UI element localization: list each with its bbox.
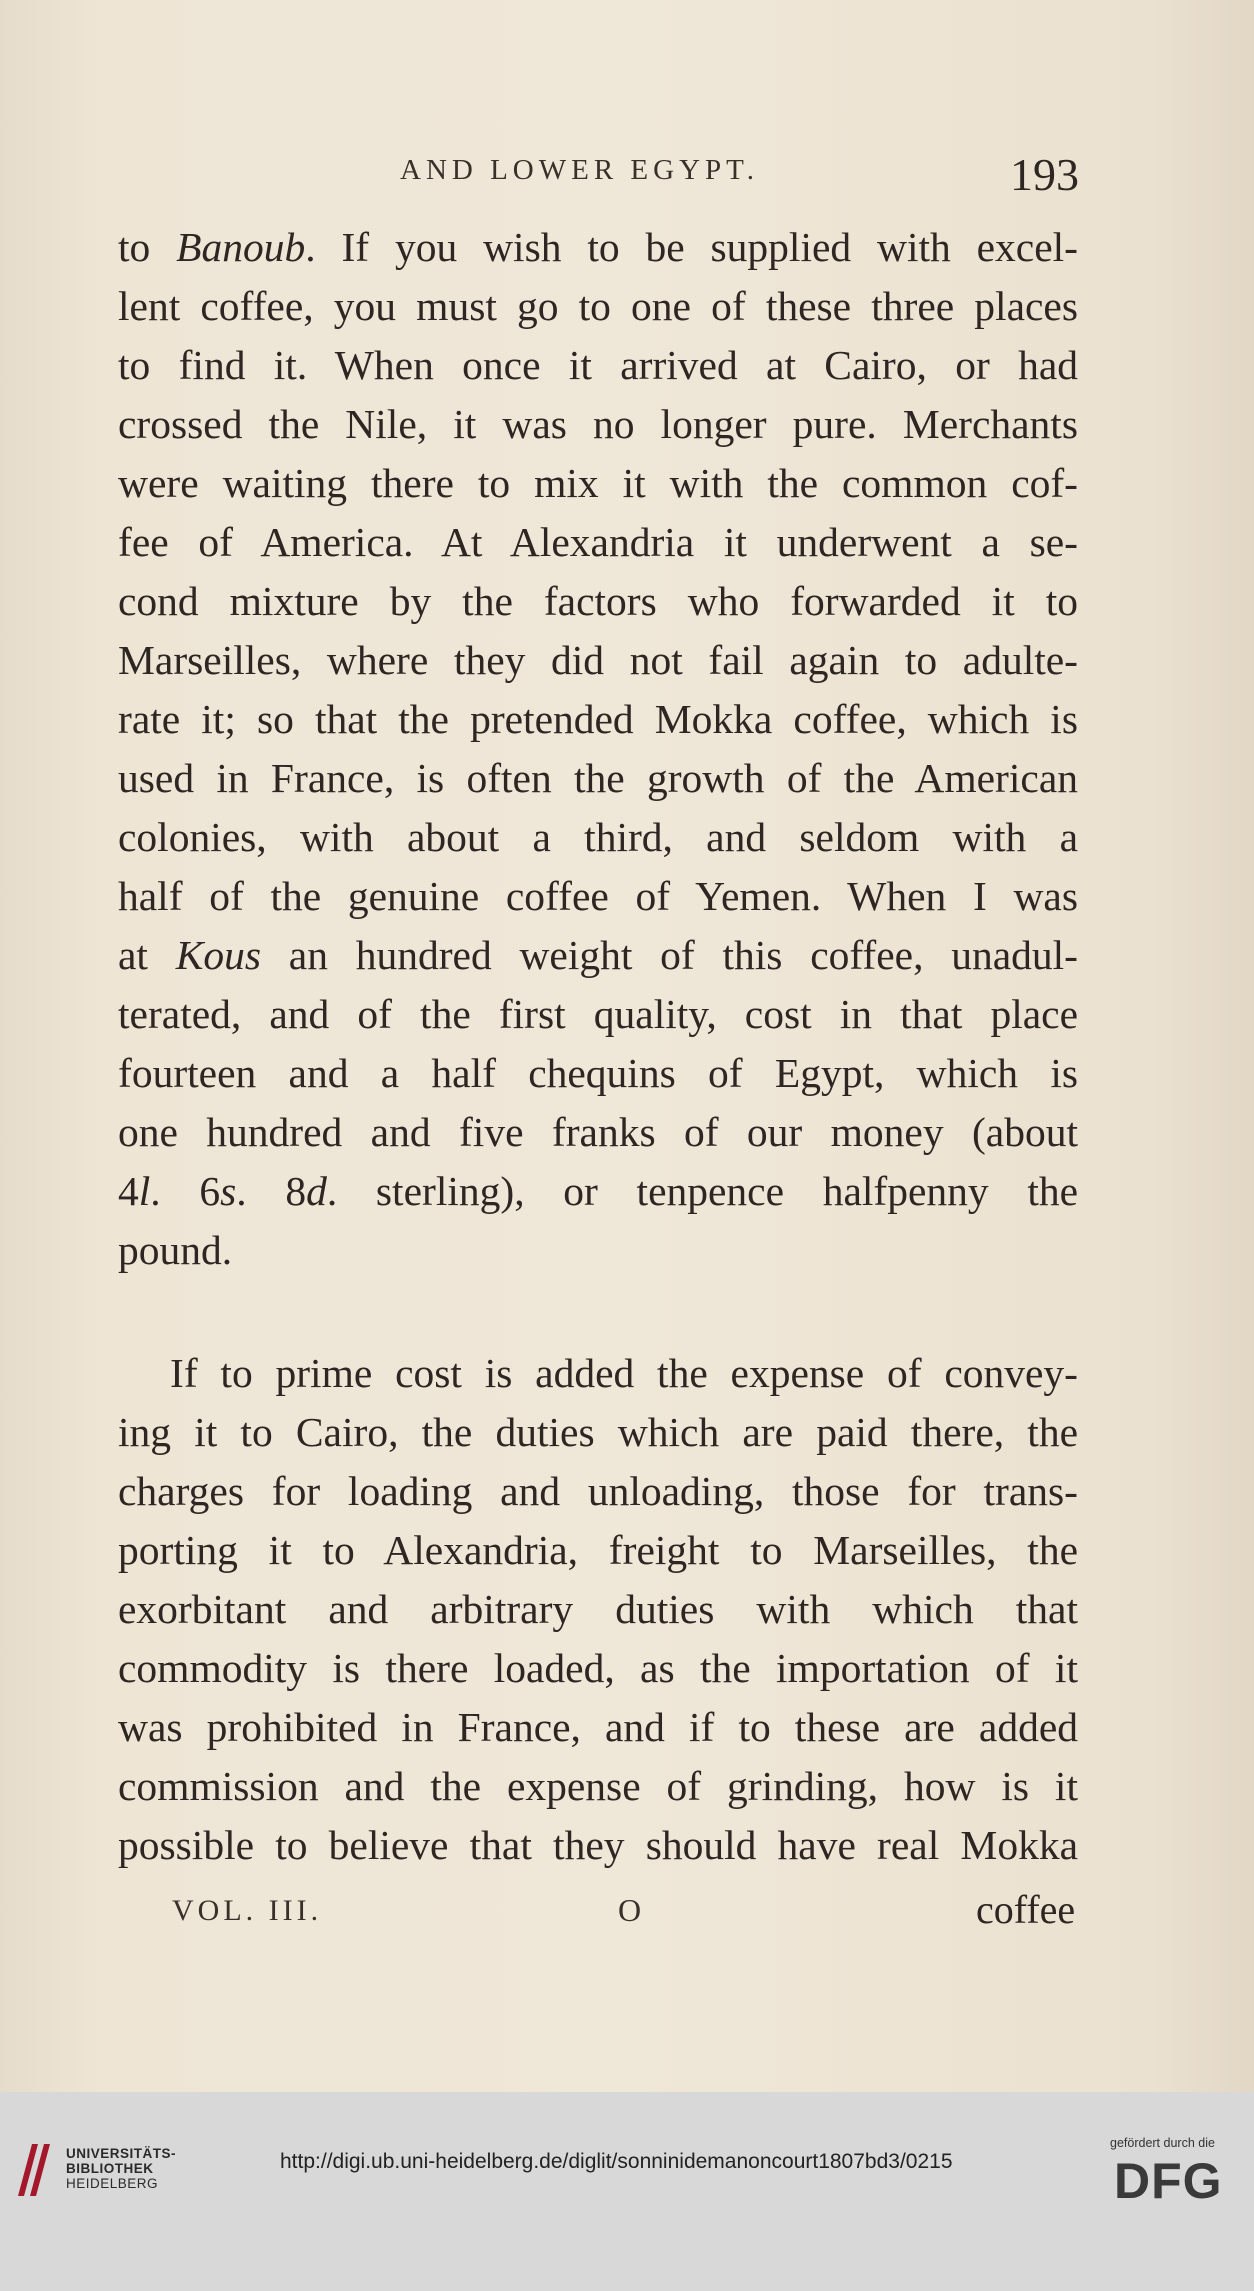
text-line: fee of America. At Alexandria it underwent a se- [118, 519, 1078, 565]
text-line: one hundred and five franks of our money (about [118, 1109, 1078, 1155]
text-line: at Kous an hundred weight of this coffee, unadul- [118, 932, 1078, 978]
library-line-2: BIBLIOTHEK [66, 2161, 154, 2176]
text-line: to Banoub. If you wish to be supplied with excel- [118, 224, 1078, 270]
volume-signature: VOL. III. [172, 1894, 323, 1927]
funded-by-label: gefördert durch die [1110, 2136, 1215, 2150]
dfg-logo: DFG [1114, 2153, 1223, 2209]
running-head: AND LOWER EGYPT. [400, 154, 759, 186]
paragraph-gap [118, 1280, 1078, 1344]
text-line: fourteen and a half chequins of Egypt, which is [118, 1050, 1078, 1096]
permalink-url[interactable]: http://digi.ub.uni-heidelberg.de/diglit/sonninidemanoncourt1807bd3/0215 [280, 2150, 953, 2173]
library-line-3: HEIDELBERG [66, 2176, 159, 2191]
text-line: colonies, with about a third, and seldom with a [118, 814, 1078, 860]
text-line: charges for loading and unloading, those for trans- [118, 1468, 1078, 1514]
text-line: porting it to Alexandria, freight to Marseilles, the [118, 1527, 1078, 1573]
text-line: 4l. 6s. 8d. sterling), or tenpence halfpenny the [118, 1168, 1079, 1214]
university-logo-icon [14, 2136, 52, 2206]
text-line: lent coffee, you must go to one of these three places [118, 283, 1078, 329]
signature-mark: O [618, 1892, 642, 1928]
text-line: was prohibited in France, and if to these are added [118, 1704, 1078, 1750]
text-line: rate it; so that the pretended Mokka coffee, which is [118, 696, 1078, 742]
text-line: commission and the expense of grinding, how is it [118, 1763, 1078, 1809]
text-line: half of the genuine coffee of Yemen. When I was [118, 873, 1078, 919]
text-line: If to prime cost is added the expense of convey- [170, 1350, 1078, 1396]
page-number: 193 [1010, 149, 1079, 200]
page-footer [0, 1887, 1254, 1940]
digitization-bar [0, 2092, 1254, 2291]
text-line: commodity is there loaded, as the importation of it [118, 1645, 1078, 1691]
text-line: pound. [118, 1227, 233, 1273]
paragraph-1 [118, 218, 1078, 1280]
text-line: crossed the Nile, it was no longer pure. Merchants [118, 401, 1078, 447]
catchword: coffee [976, 1887, 1076, 1932]
text-line: used in France, is often the growth of the American [118, 755, 1078, 801]
body-text [118, 218, 1078, 1875]
page-header [0, 148, 1254, 208]
library-line-1: UNIVERSITÄTS- [66, 2146, 177, 2161]
text-line: cond mixture by the factors who forwarded it to [118, 578, 1078, 624]
text-line: exorbitant and arbitrary duties with which that [118, 1586, 1078, 1632]
library-name [66, 2146, 176, 2191]
text-line: Marseilles, where they did not fail again to adulte- [118, 637, 1078, 683]
text-line: ing it to Cairo, the duties which are paid there, the [118, 1409, 1078, 1455]
paragraph-2 [118, 1344, 1078, 1875]
text-line: to find it. When once it arrived at Cairo, or had [118, 342, 1078, 388]
text-line: possible to believe that they should have real Mokka [118, 1822, 1078, 1868]
text-line: were waiting there to mix it with the common cof- [118, 460, 1078, 506]
text-line: terated, and of the first quality, cost in that place [118, 991, 1078, 1037]
